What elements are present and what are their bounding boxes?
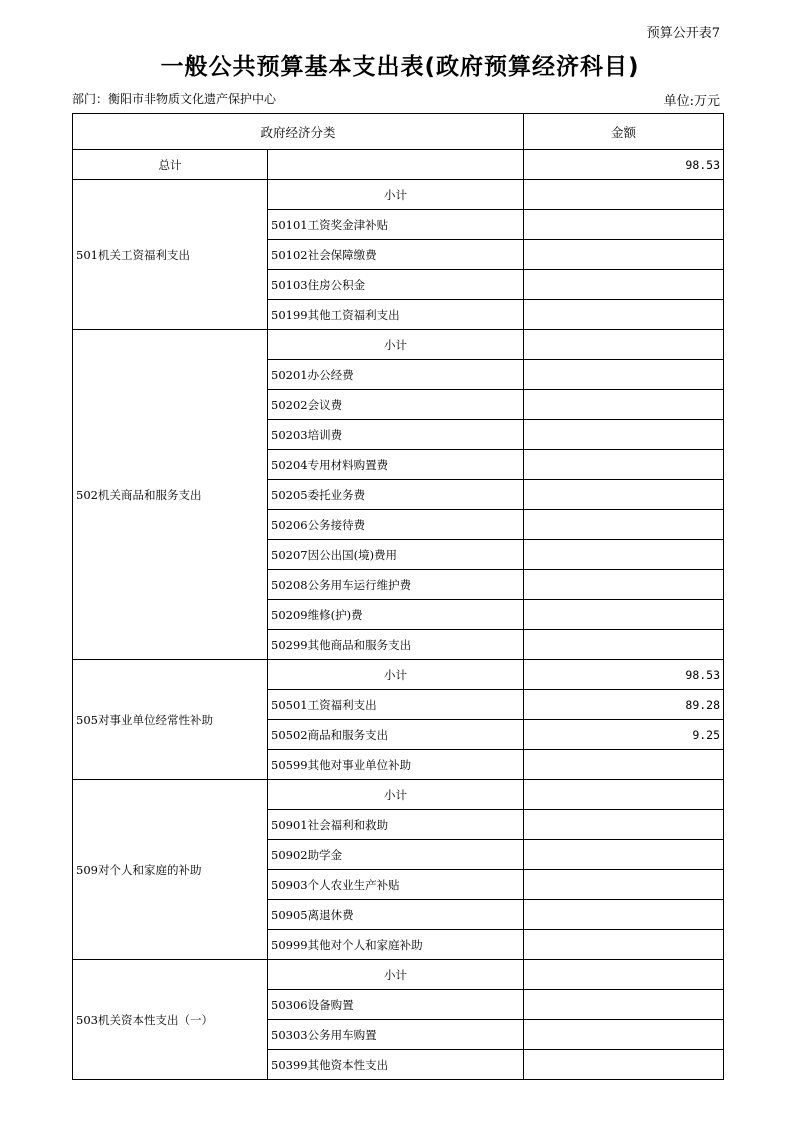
subtotal-row bbox=[73, 330, 724, 360]
item-label: 50999其他对个人和家庭补助 bbox=[268, 930, 524, 960]
item-amount bbox=[524, 270, 724, 300]
table-header-row bbox=[73, 114, 724, 150]
item-label: 50208公务用车运行维护费 bbox=[268, 570, 524, 600]
item-label: 50201办公经费 bbox=[268, 360, 524, 390]
item-label: 50103住房公积金 bbox=[268, 270, 524, 300]
item-label: 50202会议费 bbox=[268, 390, 524, 420]
subtotal-label: 小计 bbox=[268, 960, 524, 990]
item-amount bbox=[524, 420, 724, 450]
item-amount bbox=[524, 600, 724, 630]
item-label: 50599其他对事业单位补助 bbox=[268, 750, 524, 780]
item-amount bbox=[524, 360, 724, 390]
item-label: 50306设备购置 bbox=[268, 990, 524, 1020]
subtotal-row bbox=[73, 180, 724, 210]
total-amount: 98.53 bbox=[524, 150, 724, 180]
item-amount: 98.53 bbox=[524, 660, 724, 690]
total-row bbox=[73, 150, 724, 180]
item-label: 50901社会福利和救助 bbox=[268, 810, 524, 840]
item-label: 50299其他商品和服务支出 bbox=[268, 630, 524, 660]
item-amount bbox=[524, 480, 724, 510]
subtotal-label: 小计 bbox=[268, 180, 524, 210]
item-amount bbox=[524, 990, 724, 1020]
page-title: 一般公共预算基本支出表(政府预算经济科目) bbox=[160, 54, 640, 80]
item-amount bbox=[524, 570, 724, 600]
item-label: 50303公务用车购置 bbox=[268, 1020, 524, 1050]
item-amount bbox=[524, 300, 724, 330]
item-amount bbox=[524, 390, 724, 420]
item-amount bbox=[524, 180, 724, 210]
item-amount: 9.25 bbox=[524, 720, 724, 750]
item-amount bbox=[524, 960, 724, 990]
item-label: 50205委托业务费 bbox=[268, 480, 524, 510]
subtotal-row bbox=[73, 780, 724, 810]
header-amount: 金额 bbox=[524, 114, 724, 150]
item-amount bbox=[524, 330, 724, 360]
subtotal-label: 小计 bbox=[268, 330, 524, 360]
group-name: 509对个人和家庭的补助 bbox=[73, 780, 268, 960]
budget-table bbox=[72, 113, 724, 1080]
item-amount bbox=[524, 900, 724, 930]
item-amount bbox=[524, 240, 724, 270]
item-amount: 89.28 bbox=[524, 690, 724, 720]
item-amount bbox=[524, 450, 724, 480]
item-label: 50502商品和服务支出 bbox=[268, 720, 524, 750]
subtotal-label: 小计 bbox=[268, 660, 524, 690]
item-amount bbox=[524, 1050, 724, 1080]
item-amount bbox=[524, 510, 724, 540]
item-label: 50209维修(护)费 bbox=[268, 600, 524, 630]
item-amount bbox=[524, 810, 724, 840]
subtotal-row bbox=[73, 960, 724, 990]
item-amount bbox=[524, 750, 724, 780]
item-label: 50903个人农业生产补贴 bbox=[268, 870, 524, 900]
item-amount bbox=[524, 630, 724, 660]
item-label: 50199其他工资福利支出 bbox=[268, 300, 524, 330]
total-label: 总计 bbox=[73, 150, 268, 180]
item-amount bbox=[524, 930, 724, 960]
department-label: 部门：衡阳市非物质文化遗产保护中心 bbox=[72, 92, 277, 106]
item-label: 50501工资福利支出 bbox=[268, 690, 524, 720]
item-label: 50203培训费 bbox=[268, 420, 524, 450]
item-label: 50101工资奖金津补贴 bbox=[268, 210, 524, 240]
item-amount bbox=[524, 780, 724, 810]
item-label: 50206公务接待费 bbox=[268, 510, 524, 540]
item-amount bbox=[524, 210, 724, 240]
item-amount bbox=[524, 540, 724, 570]
item-amount bbox=[524, 1020, 724, 1050]
unit-label: 单位:万元 bbox=[663, 94, 720, 109]
item-label: 50204专用材料购置费 bbox=[268, 450, 524, 480]
subtotal-row bbox=[73, 660, 724, 690]
group-name: 502机关商品和服务支出 bbox=[73, 330, 268, 660]
group-name: 503机关资本性支出（一） bbox=[73, 960, 268, 1080]
item-amount bbox=[524, 840, 724, 870]
item-label: 50102社会保障缴费 bbox=[268, 240, 524, 270]
item-label: 50905离退休费 bbox=[268, 900, 524, 930]
item-label: 50399其他资本性支出 bbox=[268, 1050, 524, 1080]
group-name: 501机关工资福利支出 bbox=[73, 180, 268, 330]
item-label: 50207因公出国(境)费用 bbox=[268, 540, 524, 570]
total-blank bbox=[268, 150, 524, 180]
item-amount bbox=[524, 870, 724, 900]
form-number: 预算公开表7 bbox=[646, 26, 720, 41]
header-category: 政府经济分类 bbox=[73, 114, 524, 150]
item-label: 50902助学金 bbox=[268, 840, 524, 870]
group-name: 505对事业单位经常性补助 bbox=[73, 660, 268, 780]
subtotal-label: 小计 bbox=[268, 780, 524, 810]
